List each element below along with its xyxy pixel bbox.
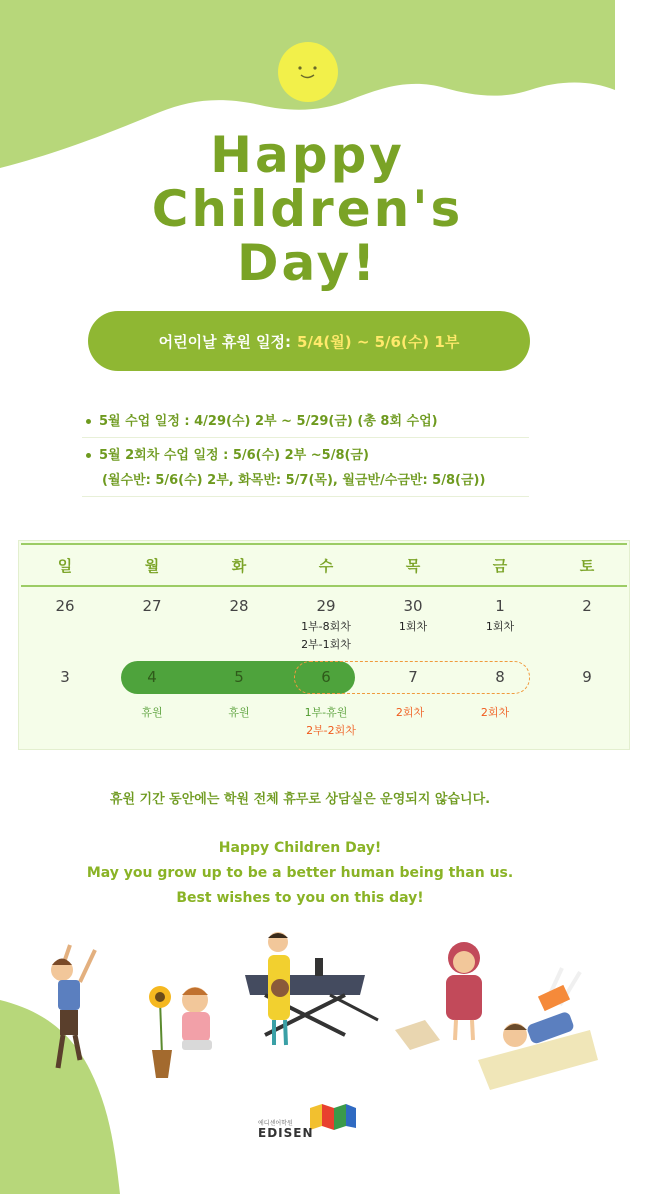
schedule-list — [82, 404, 529, 497]
sun-icon — [278, 42, 338, 102]
wish-line-1: Happy Children Day! — [218, 840, 382, 856]
calendar-header — [21, 543, 627, 587]
edisen-logo — [258, 1106, 368, 1146]
calendar-note: 1회차 — [485, 620, 515, 633]
weekday-fri: 금 — [492, 557, 508, 575]
calendar-note: 1부-휴원 — [304, 706, 348, 719]
calendar-day: 8 — [495, 668, 505, 686]
weekday-sun: 일 — [57, 557, 73, 575]
calendar-day: 29 — [316, 597, 336, 615]
wish-line-2: May you grow up to be a better human being than us. — [86, 865, 514, 881]
girl-with-teddy-at-table-illustration — [245, 932, 378, 1045]
bullet-icon — [86, 453, 91, 458]
calendar-day-holiday: 4 — [147, 668, 157, 686]
calendar-day: 27 — [142, 597, 162, 615]
calendar-day: 7 — [408, 668, 418, 686]
calendar-note: 휴원 — [228, 706, 250, 719]
calendar-note: 2회차 — [480, 706, 510, 719]
calendar-day: 2 — [582, 597, 592, 615]
calendar-day: 26 — [55, 597, 75, 615]
page-title — [0, 128, 615, 290]
schedule-item-may-classes — [82, 404, 529, 438]
title-line-2: Children's — [151, 180, 464, 238]
boy-lying-on-mat-illustration — [478, 968, 598, 1090]
logo-subtext: 에디센어학원 — [258, 1120, 293, 1127]
title-line-1: Happy — [210, 126, 405, 184]
title-line-3: Day! — [236, 234, 379, 292]
girl-in-red-hoodie-illustration — [395, 942, 482, 1050]
calendar-note: 2부-1회차 — [301, 638, 351, 651]
holiday-schedule-banner — [88, 311, 530, 371]
calendar-day: 30 — [403, 597, 423, 615]
weekday-mon: 월 — [144, 557, 160, 575]
calendar-note: 2부-2회차 — [306, 724, 356, 737]
calendar-day: 9 — [582, 668, 592, 686]
calendar-note: 휴원 — [141, 706, 163, 719]
bullet-icon — [86, 419, 91, 424]
closure-notice: 휴원 기간 동안에는 학원 전체 휴무로 상담실은 운영되지 않습니다. — [109, 792, 491, 807]
calendar-day: 1 — [495, 597, 505, 615]
wish-line-3: Best wishes to you on this day! — [176, 890, 424, 906]
banner-dates: 5/4(월) ~ 5/6(수) 1부 — [297, 332, 460, 351]
weekday-sat: 토 — [579, 557, 595, 575]
calendar-day-holiday: 5 — [234, 668, 244, 686]
calendar-day: 3 — [60, 668, 70, 686]
calendar-note: 1부-8회차 — [301, 620, 351, 633]
schedule-item-2-detail: (월수반: 5/6(수) 2부, 화목반: 5/7(목), 월금반/수금반: 5/8(금)) — [102, 473, 486, 488]
logo-text: EDISEN — [258, 1126, 314, 1140]
calendar-note: 2회차 — [395, 706, 425, 719]
weekday-wed: 수 — [318, 557, 334, 575]
weekday-thu: 목 — [405, 557, 421, 575]
schedule-item-2-text: 5월 2회차 수업 일정 : 5/6(수) 2부 ~5/8(금) — [99, 448, 369, 463]
weekday-tue: 화 — [231, 557, 247, 575]
calendar-note: 1회차 — [398, 620, 428, 633]
girl-with-sunflower-illustration — [149, 986, 212, 1078]
banner-label: 어린이날 휴원 일정: — [158, 332, 292, 351]
schedule-item-1-text: 5월 수업 일정 : 4/29(수) 2부 ~ 5/29(금) (총 8회 수업) — [99, 414, 438, 429]
calendar-day-holiday: 6 — [321, 668, 331, 686]
calendar — [18, 540, 630, 750]
calendar-day: 28 — [229, 597, 249, 615]
schedule-item-second-session — [82, 438, 529, 497]
wish-message — [0, 836, 600, 911]
